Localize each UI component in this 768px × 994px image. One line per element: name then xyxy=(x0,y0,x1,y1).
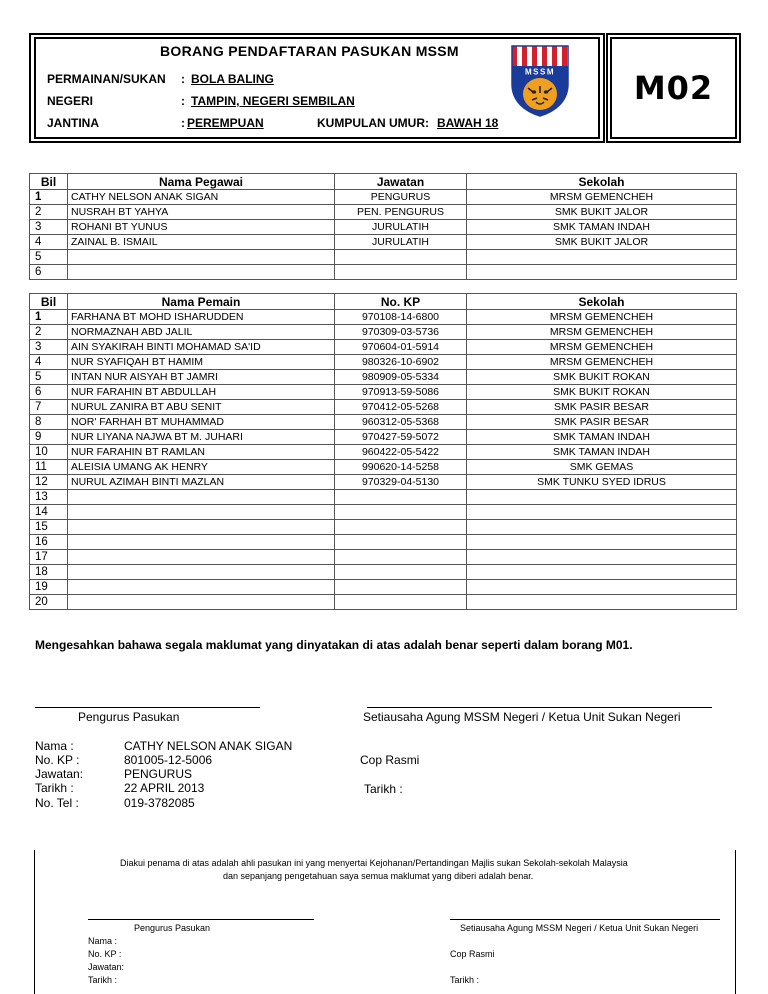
kp-cell: 970108-14-6800 xyxy=(335,310,467,325)
table-row xyxy=(30,205,737,220)
bil-cell: 4 xyxy=(30,235,68,250)
table-row xyxy=(30,430,737,445)
nama-cell: NUR FARAHIN BT ABDULLAH xyxy=(68,385,335,400)
table-row xyxy=(30,355,737,370)
sekolah-cell xyxy=(467,535,737,550)
jawatan-cell xyxy=(335,250,467,265)
table-row xyxy=(30,265,737,280)
bil-cell: 15 xyxy=(30,520,68,535)
sekolah-cell xyxy=(467,550,737,565)
nama-cell xyxy=(68,595,335,610)
nama-value: CATHY NELSON ANAK SIGAN xyxy=(124,739,293,753)
table-row xyxy=(30,535,737,550)
bil-cell: 12 xyxy=(30,475,68,490)
sekolah-cell xyxy=(467,505,737,520)
right-tarikh-label: Tarikh : xyxy=(364,782,403,796)
bil-cell: 8 xyxy=(30,415,68,430)
nama-cell: NUR LIYANA NAJWA BT M. JUHARI xyxy=(68,430,335,445)
bil-cell: 5 xyxy=(30,250,68,265)
jawatan-cell xyxy=(335,265,467,280)
table-row xyxy=(30,595,737,610)
kp-cell xyxy=(335,550,467,565)
nama-cell: NUR SYAFIQAH BT HAMIM xyxy=(68,355,335,370)
bil-cell: 2 xyxy=(30,325,68,340)
table-row xyxy=(30,475,737,490)
kp-cell: 970412-05-5268 xyxy=(335,400,467,415)
col-nama-pemain: Nama Pemain xyxy=(68,294,335,310)
sekolah-cell: SMK TAMAN INDAH xyxy=(467,220,737,235)
bil-cell: 17 xyxy=(30,550,68,565)
ack-right-signature-line xyxy=(450,919,720,920)
sekolah-cell: SMK BUKIT ROKAN xyxy=(467,385,737,400)
right-signature-title: Setiausaha Agung MSSM Negeri / Ketua Unit Sukan Negeri xyxy=(363,710,681,724)
logo-text: MSSM xyxy=(525,67,555,77)
nama-cell: NURUL ZANIRA BT ABU SENIT xyxy=(68,400,335,415)
sukan-value: BOLA BALING xyxy=(191,72,274,86)
bil-cell: 18 xyxy=(30,565,68,580)
sukan-colon: : xyxy=(181,72,185,86)
negeri-value: TAMPIN, NEGERI SEMBILAN xyxy=(191,94,355,108)
nama-cell: NUR FARAHIN BT RAMLAN xyxy=(68,445,335,460)
col-bil: Bil xyxy=(30,174,68,190)
nama-cell: ROHANI BT YUNUS xyxy=(68,220,335,235)
table-row xyxy=(30,250,737,265)
kp-cell: 990620-14-5258 xyxy=(335,460,467,475)
ack-line-1: Diakui penama di atas adalah ahli pasukan ini yang menyertai Kejohanan/Pertandingan Majlis sukan Sekolah-sekolah Malaysia xyxy=(120,858,628,868)
table-row xyxy=(30,550,737,565)
kp-cell: 970309-03-5736 xyxy=(335,325,467,340)
ack-left-signature-line xyxy=(88,919,314,920)
kp-cell: 970329-04-5130 xyxy=(335,475,467,490)
nama-cell xyxy=(68,535,335,550)
nama-cell: ALEISIA UMANG AK HENRY xyxy=(68,460,335,475)
sekolah-cell: SMK GEMAS xyxy=(467,460,737,475)
officials-header-row xyxy=(30,174,737,190)
sukan-label: PERMAINAN/SUKAN xyxy=(47,72,166,86)
bil-cell: 16 xyxy=(30,535,68,550)
kp-value: 801005-12-5006 xyxy=(124,753,213,767)
nama-cell: NORMAZNAH ABD JALIL xyxy=(68,325,335,340)
table-row xyxy=(30,400,737,415)
kp-cell xyxy=(335,505,467,520)
sekolah-cell xyxy=(467,250,737,265)
ack-jawatan-label: Jawatan: xyxy=(88,962,125,972)
kp-cell xyxy=(335,535,467,550)
bil-cell: 10 xyxy=(30,445,68,460)
ack-nama-label: Nama : xyxy=(88,936,118,946)
kp-cell: 970427-59-5072 xyxy=(335,430,467,445)
nama-cell: NUSRAH BT YAHYA xyxy=(68,205,335,220)
kp-label: No. KP : xyxy=(35,753,80,767)
sekolah-cell: MRSM GEMENCHEH xyxy=(467,325,737,340)
nama-cell xyxy=(68,550,335,565)
confirmation-statement: Mengesahkan bahawa segala maklumat yang dinyatakan di atas adalah benar seperti dalam borang M01. xyxy=(35,638,633,652)
bil-cell: 2 xyxy=(30,205,68,220)
bil-cell: 9 xyxy=(30,430,68,445)
sekolah-cell xyxy=(467,595,737,610)
nama-cell: ZAINAL B. ISMAIL xyxy=(68,235,335,250)
nama-cell: CATHY NELSON ANAK SIGAN xyxy=(68,190,335,205)
table-row xyxy=(30,325,737,340)
form-code: M02 xyxy=(610,37,737,139)
col-sekolah: Sekolah xyxy=(467,294,737,310)
sekolah-cell: SMK BUKIT ROKAN xyxy=(467,370,737,385)
table-row xyxy=(30,370,737,385)
col-jawatan: Jawatan xyxy=(335,174,467,190)
table-row xyxy=(30,460,737,475)
table-row xyxy=(30,310,737,325)
table-row xyxy=(30,190,737,205)
bil-cell: 19 xyxy=(30,580,68,595)
kp-cell: 970913-59-5086 xyxy=(335,385,467,400)
kp-cell: 980909-05-5334 xyxy=(335,370,467,385)
table-row xyxy=(30,235,737,250)
nama-cell xyxy=(68,265,335,280)
negeri-colon: : xyxy=(181,94,185,108)
nama-cell xyxy=(68,520,335,535)
players-header-row xyxy=(30,294,737,310)
bil-cell: 7 xyxy=(30,400,68,415)
kp-cell xyxy=(335,595,467,610)
sekolah-cell: MRSM GEMENCHEH xyxy=(467,310,737,325)
left-signature-title: Pengurus Pasukan xyxy=(78,710,180,724)
bil-cell: 14 xyxy=(30,505,68,520)
tarikh-label: Tarikh : xyxy=(35,781,74,795)
cop-rasmi-label: Cop Rasmi xyxy=(360,753,420,767)
kp-cell xyxy=(335,580,467,595)
ack-line-2: dan sepanjang pengetahuan saya semua maklumat yang diberi adalah benar. xyxy=(223,871,534,881)
bil-cell: 4 xyxy=(30,355,68,370)
bil-cell: 6 xyxy=(30,265,68,280)
nama-label: Nama : xyxy=(35,739,74,753)
tarikh-value: 22 APRIL 2013 xyxy=(124,781,205,795)
jawatan-cell: PEN. PENGURUS xyxy=(335,205,467,220)
bil-cell: 1 xyxy=(30,310,68,325)
nama-cell xyxy=(68,250,335,265)
table-row xyxy=(30,490,737,505)
sekolah-cell xyxy=(467,265,737,280)
bil-cell: 3 xyxy=(30,340,68,355)
table-row xyxy=(30,445,737,460)
table-row xyxy=(30,385,737,400)
nama-cell: INTAN NUR AISYAH BT JAMRI xyxy=(68,370,335,385)
table-row xyxy=(30,565,737,580)
right-signature-line xyxy=(367,707,712,708)
nama-cell xyxy=(68,565,335,580)
bil-cell: 6 xyxy=(30,385,68,400)
tel-label: No. Tel : xyxy=(35,796,79,810)
table-row xyxy=(30,415,737,430)
left-signature-line xyxy=(35,707,260,708)
ack-tarikh-label: Tarikh : xyxy=(88,975,118,985)
kp-cell xyxy=(335,520,467,535)
nama-cell xyxy=(68,490,335,505)
table-row xyxy=(30,340,737,355)
table-row xyxy=(30,220,737,235)
col-nama-pegawai: Nama Pegawai xyxy=(68,174,335,190)
ack-left-title: Pengurus Pasukan xyxy=(134,923,211,933)
bil-cell: 1 xyxy=(30,190,68,205)
kp-cell: 970604-01-5914 xyxy=(335,340,467,355)
jawatan-value: PENGURUS xyxy=(124,767,193,781)
ack-right-title: Setiausaha Agung MSSM Negeri / Ketua Unit Sukan Negeri xyxy=(460,923,699,933)
ack-right-tarikh-label: Tarikh : xyxy=(450,975,480,985)
table-row xyxy=(30,505,737,520)
sekolah-cell: SMK TAMAN INDAH xyxy=(467,445,737,460)
kp-cell: 960312-05-5368 xyxy=(335,415,467,430)
bil-cell: 20 xyxy=(30,595,68,610)
jawatan-cell: JURULATIH xyxy=(335,220,467,235)
sekolah-cell xyxy=(467,520,737,535)
players-table xyxy=(29,293,737,610)
ack-cop-rasmi-label: Cop Rasmi xyxy=(450,949,495,959)
table-row xyxy=(30,580,737,595)
sekolah-cell xyxy=(467,490,737,505)
sekolah-cell: SMK BUKIT JALOR xyxy=(467,235,737,250)
jantina-colon: : xyxy=(181,116,185,130)
sekolah-cell xyxy=(467,580,737,595)
col-bil: Bil xyxy=(30,294,68,310)
tel-value: 019-3782085 xyxy=(124,796,195,810)
table-row xyxy=(30,520,737,535)
form-title: BORANG PENDAFTARAN PASUKAN MSSM xyxy=(160,43,459,59)
sekolah-cell: SMK TAMAN INDAH xyxy=(467,430,737,445)
sekolah-cell: SMK TUNKU SYED IDRUS xyxy=(467,475,737,490)
nama-cell: NURUL AZIMAH BINTI MAZLAN xyxy=(68,475,335,490)
jawatan-cell: JURULATIH xyxy=(335,235,467,250)
jawatan-label: Jawatan: xyxy=(35,767,84,781)
kp-cell xyxy=(335,565,467,580)
sekolah-cell: SMK PASIR BESAR xyxy=(467,400,737,415)
col-no-kp: No. KP xyxy=(335,294,467,310)
jantina-label: JANTINA xyxy=(47,116,100,130)
nama-cell: AIN SYAKIRAH BINTI MOHAMAD SA'ID xyxy=(68,340,335,355)
ack-kp-label: No. KP : xyxy=(88,949,122,959)
umur-value: BAWAH 18 xyxy=(437,116,499,130)
nama-cell xyxy=(68,505,335,520)
jantina-value: PEREMPUAN xyxy=(187,116,264,130)
nama-cell: NOR' FARHAH BT MUHAMMAD xyxy=(68,415,335,430)
sekolah-cell xyxy=(467,565,737,580)
jawatan-cell: PENGURUS xyxy=(335,190,467,205)
sekolah-cell: MRSM GEMENCHEH xyxy=(467,355,737,370)
mssm-logo xyxy=(510,44,570,118)
kp-cell xyxy=(335,490,467,505)
bil-cell: 11 xyxy=(30,460,68,475)
officials-table xyxy=(29,173,737,280)
nama-cell xyxy=(68,580,335,595)
sekolah-cell: SMK PASIR BESAR xyxy=(467,415,737,430)
negeri-label: NEGERI xyxy=(47,94,94,108)
bil-cell: 3 xyxy=(30,220,68,235)
umur-label: KUMPULAN UMUR: xyxy=(317,116,429,130)
kp-cell: 960422-05-5422 xyxy=(335,445,467,460)
sekolah-cell: MRSM GEMENCHEH xyxy=(467,190,737,205)
sekolah-cell: MRSM GEMENCHEH xyxy=(467,340,737,355)
sekolah-cell: SMK BUKIT JALOR xyxy=(467,205,737,220)
col-sekolah: Sekolah xyxy=(467,174,737,190)
kp-cell: 980326-10-6902 xyxy=(335,355,467,370)
bil-cell: 13 xyxy=(30,490,68,505)
nama-cell: FARHANA BT MOHD ISHARUDDEN xyxy=(68,310,335,325)
bil-cell: 5 xyxy=(30,370,68,385)
